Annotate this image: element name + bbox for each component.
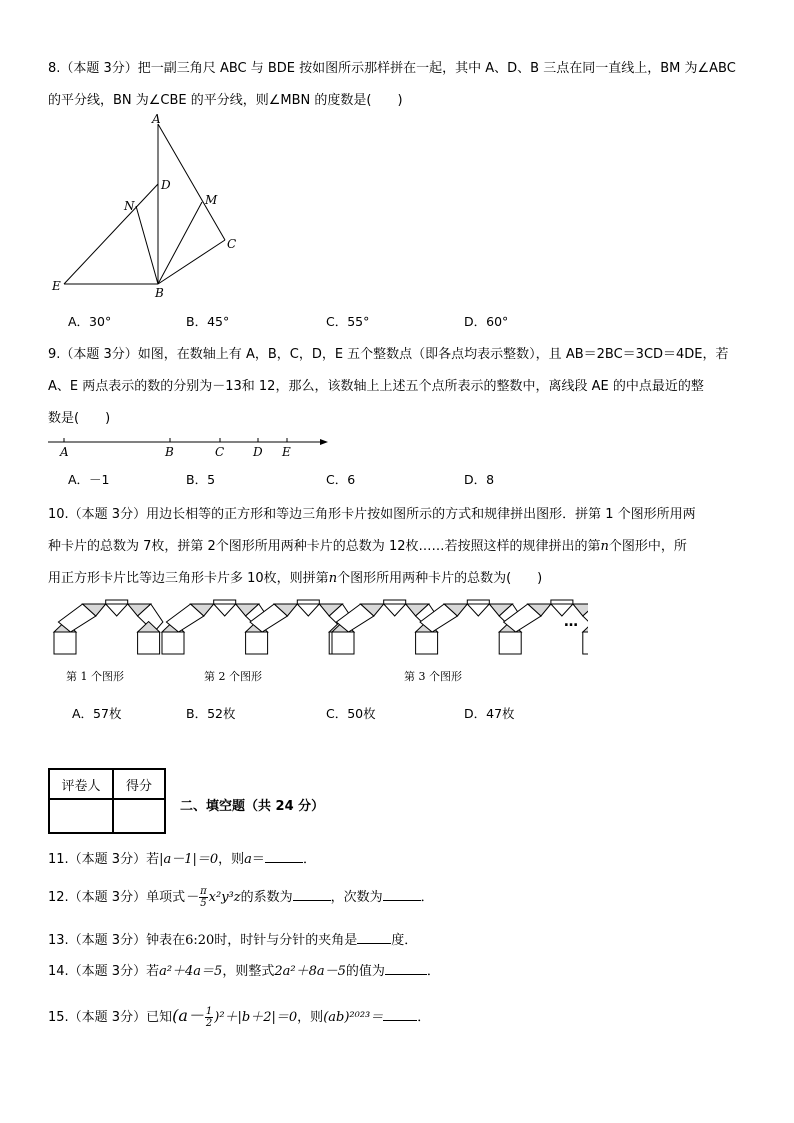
q12-mid2: ，次数为	[330, 890, 383, 905]
q8-option-d[interactable]: D．60°	[464, 314, 509, 329]
q8-option-c[interactable]: C．55°	[326, 314, 370, 329]
q11-answer-blank[interactable]	[265, 850, 303, 863]
q13-line	[48, 929, 417, 948]
q9-option-c[interactable]: C．6	[326, 472, 356, 487]
q10-pattern-figures	[48, 596, 588, 658]
q11-expression: |a－1|＝0	[159, 852, 219, 867]
fig2-leg-square	[162, 632, 184, 654]
q12-end: ．	[420, 890, 434, 905]
q9-label-A: A	[60, 445, 69, 459]
fig3-leg-square	[332, 632, 354, 654]
q9-text-line3: 数是( )	[48, 411, 111, 426]
q12-mid: 的系数为	[240, 890, 293, 905]
q8-label-A: A	[152, 112, 161, 126]
q10-line2-b: 个图形中，所	[608, 539, 687, 554]
fig1-top-edge	[106, 600, 128, 604]
fig3-leg-square	[416, 632, 438, 654]
q9-number-line	[44, 432, 334, 462]
q15-answer-blank[interactable]	[383, 1008, 417, 1021]
q13-time: 6:20	[185, 933, 215, 948]
q10-caption-3: 第 3 个图形	[404, 670, 462, 683]
fig3-top-triangle-mid	[384, 604, 406, 616]
fig3-leg-square	[499, 632, 521, 654]
q13-end: 度．	[391, 933, 418, 948]
score-header-grader: 评卷人	[49, 769, 113, 799]
q12-fraction	[199, 886, 208, 909]
q14-mid: ，则整式	[222, 964, 275, 979]
q10-option-c[interactable]: C．50枚	[326, 706, 376, 721]
q12-line	[48, 886, 434, 909]
score-cell-grader[interactable]	[49, 799, 113, 833]
fig2-top-edge	[297, 600, 319, 604]
score-header-score: 得分	[113, 769, 165, 799]
q12-frac-den: 5	[200, 898, 207, 909]
q14-line	[48, 960, 440, 979]
q13-mid: 时，时针与分针的夹角是	[214, 933, 358, 948]
score-cell-score[interactable]	[113, 799, 165, 833]
q15-expr-a: (a－	[172, 1006, 204, 1025]
q14-end: ．	[426, 964, 440, 979]
q15-prefix: 15.（本题 3分）已知	[48, 1010, 173, 1025]
q15-end: ．	[417, 1010, 431, 1025]
score-table	[48, 768, 166, 834]
q10-option-d[interactable]: D．47枚	[464, 706, 515, 721]
q11-var: a	[244, 852, 252, 867]
fig3-top-edge	[551, 600, 573, 604]
fig1-leg-square	[138, 632, 160, 654]
q8-label-N: N	[124, 199, 135, 213]
fig2-top-triangle-mid	[214, 604, 236, 616]
q11-eq: ＝	[251, 852, 265, 867]
section2-title: 二、填空题（共 24 分）	[180, 799, 325, 814]
q12-neg: －	[185, 890, 199, 905]
q15-mid: ，则	[297, 1010, 324, 1025]
fig3-top-edge	[384, 600, 406, 604]
q13-prefix: 13.（本题 3分）钟表在	[48, 933, 186, 948]
q15-expr-b: )²＋|b＋2|＝0	[214, 1010, 298, 1025]
fig3-leg-triangle	[583, 622, 588, 632]
q10-text-line1: 10.（本题 3分）用边长相等的正方形和等边三角形卡片按如图所示的方式和规律拼出图形．拼第 1 个图形所用两	[48, 507, 696, 522]
fig1-top-triangle-mid	[106, 604, 128, 616]
q15-fraction	[205, 1006, 213, 1029]
q8-option-a[interactable]: A．30°	[68, 314, 112, 329]
q8-label-D: D	[161, 178, 171, 192]
q9-label-D: D	[253, 445, 263, 459]
q9-text-line2: A、E 两点表示的数的分别为－13和 12，那么，该数轴上上述五个点所表示的整数中，离线段 AE 的中点最近的整	[48, 379, 704, 394]
q8-option-b[interactable]: B．45°	[186, 314, 230, 329]
q10-line2-a: 种卡片的总数为 7枚，拼第 2个图形所用两种卡片的总数为 12枚……若按照这样的规律拼出的第	[48, 539, 601, 554]
q8-label-B: B	[155, 286, 164, 300]
q10-text-line3	[48, 567, 542, 586]
q12-prefix: 12.（本题 3分）单项式	[48, 890, 186, 905]
q15-line	[48, 1003, 430, 1029]
q9-option-d[interactable]: D．8	[464, 472, 495, 487]
q8-label-E: E	[52, 279, 61, 293]
q14-answer-blank[interactable]	[385, 962, 427, 975]
q9-label-C: C	[215, 445, 225, 459]
q10-option-b[interactable]: B．52枚	[186, 706, 236, 721]
q10-ellipsis: …	[564, 614, 578, 630]
q15-frac-den: 2	[205, 1018, 213, 1029]
fig3-top-edge	[467, 600, 489, 604]
q9-option-a[interactable]: A．－1	[68, 472, 110, 487]
q10-line3-b: 个图形所用两种卡片的总数为( )	[337, 571, 543, 586]
fig3-top-triangle-mid	[467, 604, 489, 616]
q8-label-M: M	[205, 193, 218, 207]
q14-mid2: 的值为	[345, 964, 385, 979]
q13-answer-blank[interactable]	[357, 931, 391, 944]
q12-degree-blank[interactable]	[383, 888, 421, 901]
q10-var-n: n	[600, 539, 609, 554]
q12-frac-num: π	[200, 886, 207, 897]
q10-caption-1: 第 1 个图形	[66, 670, 124, 683]
q11-end: ．	[302, 852, 316, 867]
q11-line	[48, 848, 316, 867]
q9-label-B: B	[165, 445, 174, 459]
q10-text-line2	[48, 535, 687, 554]
q12-monomial: x²y³z	[208, 890, 241, 905]
fig1-leg-square	[54, 632, 76, 654]
q15-frac-num: 1	[205, 1006, 213, 1017]
q9-option-b[interactable]: B．5	[186, 472, 216, 487]
q9-label-E: E	[282, 445, 291, 459]
q9-text-line1: 9.（本题 3分）如图，在数轴上有 A，B，C，D，E 五个整数点（即各点均表示整数），且 AB＝2BC＝3CD＝4DE，若	[48, 347, 729, 362]
q15-expression2: (ab)²⁰²³＝	[323, 1010, 384, 1025]
q10-caption-2: 第 2 个图形	[204, 670, 262, 683]
q8-label-C: C	[227, 237, 237, 251]
fig2-top-edge	[214, 600, 236, 604]
q14-expression: a²＋4a＝5	[159, 964, 223, 979]
q14-prefix: 14.（本题 3分）若	[48, 964, 160, 979]
q8-text-line2: 的平分线，BN 为∠CBE 的平分线，则∠MBN 的度数是( )	[48, 93, 403, 108]
q10-line3-a: 用正方形卡片比等边三角形卡片多 10枚，则拼第	[48, 571, 329, 586]
fig2-top-triangle-mid	[297, 604, 319, 616]
q14-expression2: 2a²＋8a－5	[274, 964, 346, 979]
q11-mid: ，则	[218, 852, 245, 867]
q12-coefficient-blank[interactable]	[293, 888, 331, 901]
fig2-leg-square	[246, 632, 268, 654]
q11-prefix: 11.（本题 3分）若	[48, 852, 160, 867]
q8-triangle-figure	[40, 112, 250, 302]
q10-option-a[interactable]: A．57枚	[72, 706, 122, 721]
fig3-leg-square	[583, 632, 588, 654]
q10-var-n2: n	[328, 571, 338, 586]
q8-text-line1: 8.（本题 3分）把一副三角尺 ABC 与 BDE 按如图所示那样拼在一起，其中 A、D、B 三点在同一直线上，BM 为∠ABC	[48, 61, 736, 76]
